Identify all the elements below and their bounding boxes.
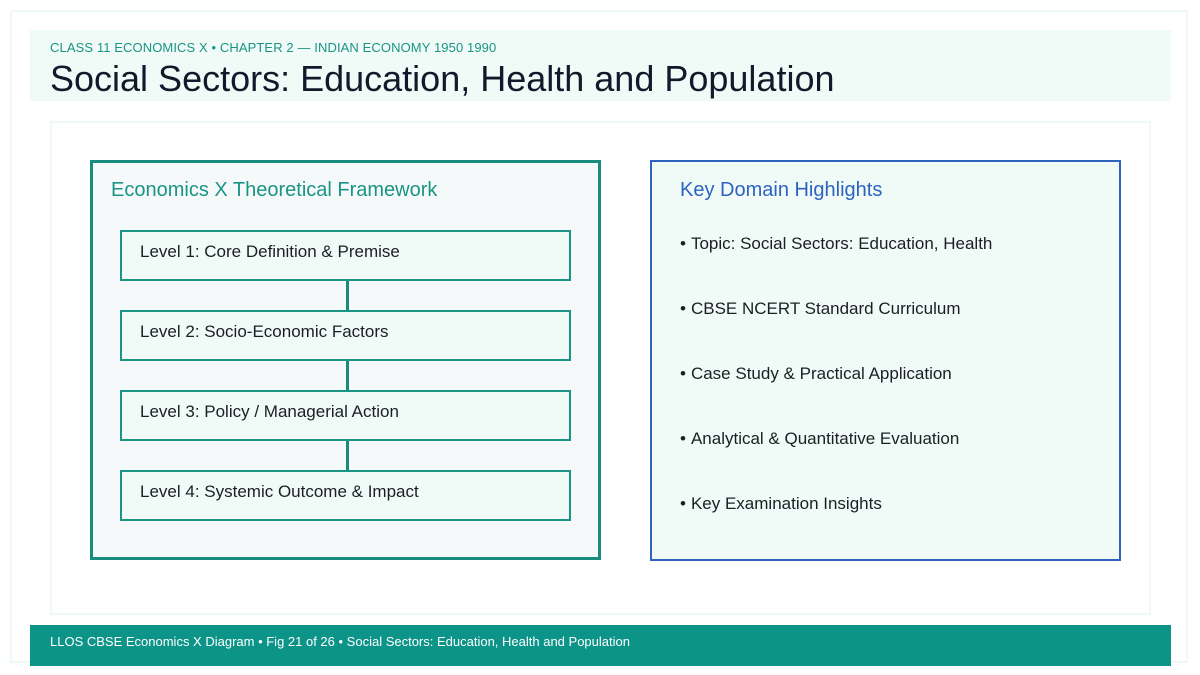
highlight-text: Topic: Social Sectors: Education, Health: [690, 234, 993, 253]
highlight-item: [680, 299, 961, 319]
bullet-marker: •: [680, 234, 686, 253]
level-label: Level 3: Policy / Managerial Action: [140, 402, 399, 421]
framework-level-3: [120, 390, 571, 441]
highlight-item: [680, 234, 992, 254]
highlight-text: CBSE NCERT Standard Curriculum: [690, 299, 961, 318]
bullet-marker: •: [680, 494, 686, 513]
highlight-text: Case Study & Practical Application: [690, 364, 952, 383]
framework-level-4: [120, 470, 571, 521]
framework-panel: [90, 160, 601, 560]
framework-level-1: [120, 230, 571, 281]
highlights-panel: [650, 160, 1121, 561]
level-connector: [346, 281, 349, 311]
highlight-item: [680, 364, 952, 384]
bullet-marker: •: [680, 364, 686, 383]
framework-level-2: [120, 310, 571, 361]
highlight-item: [680, 429, 959, 449]
footer-bar: [30, 625, 1171, 666]
level-connector: [346, 441, 349, 471]
level-label: Level 1: Core Definition & Premise: [140, 242, 400, 261]
footer-caption: LLOS CBSE Economics X Diagram • Fig 21 of 26 • Social Sectors: Education, Health and Population: [50, 634, 630, 649]
highlight-item: [680, 494, 882, 514]
level-label: Level 2: Socio-Economic Factors: [140, 322, 389, 341]
level-label: Level 4: Systemic Outcome & Impact: [140, 482, 419, 501]
slide-header: [30, 30, 1171, 101]
bullet-marker: •: [680, 429, 686, 448]
highlights-title: Key Domain Highlights: [680, 179, 883, 201]
highlight-text: Key Examination Insights: [690, 494, 882, 513]
chapter-kicker: CLASS 11 ECONOMICS X • CHAPTER 2 — INDIAN ECONOMY 1950 1990: [50, 40, 497, 55]
bullet-marker: •: [680, 299, 686, 318]
level-connector: [346, 361, 349, 391]
framework-title: Economics X Theoretical Framework: [111, 179, 438, 201]
page-title: Social Sectors: Education, Health and Population: [50, 58, 835, 99]
highlight-text: Analytical & Quantitative Evaluation: [690, 429, 960, 448]
